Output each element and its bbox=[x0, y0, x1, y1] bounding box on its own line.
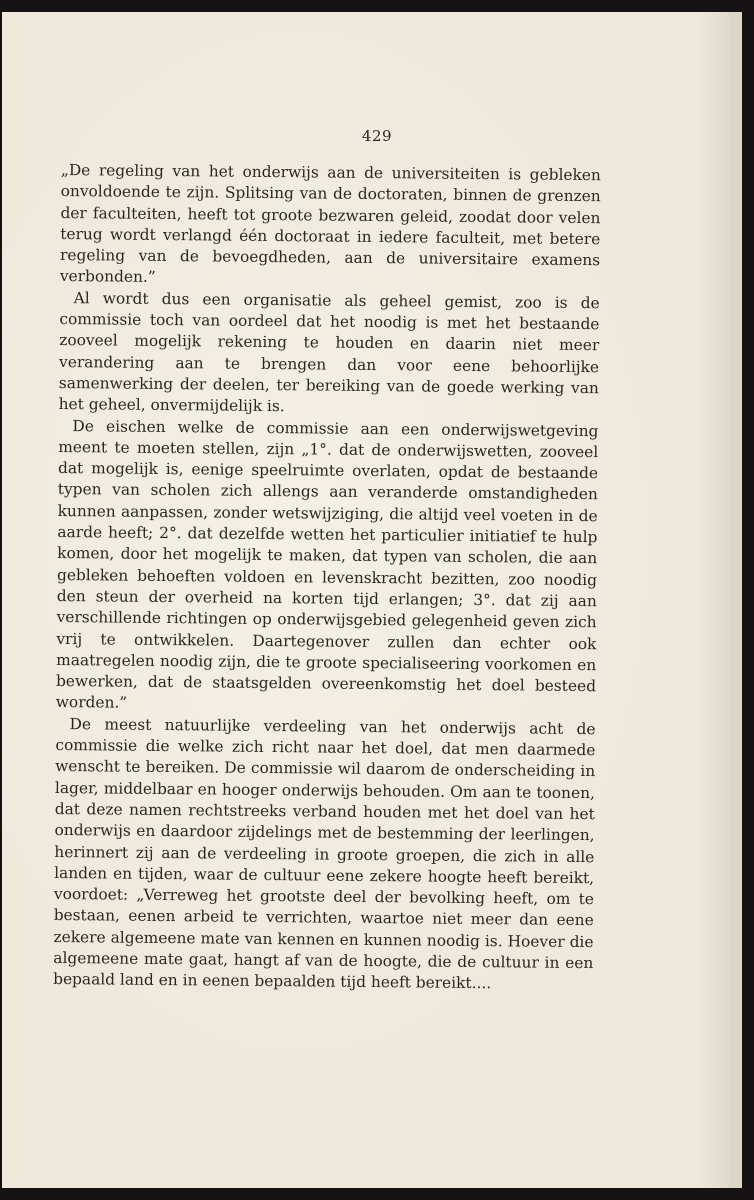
paragraph-organisation: Al wordt dus een organisatie als geheel gemist, zoo is de commissie toch van oordeel dat het noodig is met het bestaande zooveel mogelijk rekening te houden en daarin niet meer verandering aan te brengen dan voor eene behoorlijke samenwerking der deelen, ter bereiking van de goede werking van het geheel, onvermijdelijk is. bbox=[58, 288, 600, 416]
page-number: 429 bbox=[361, 127, 393, 145]
paragraph-division: De meest natuurlijke verdeeling van het onderwijs acht de commissie die welke zich richt naar het doel, dat men daarmede wenscht te bereiken. De commissie wil daarom de onderscheiding in lager, middelbaar en hooger onderwijs behouden. Om aan te toonen, dat deze namen rechtstreeks verband houden met het doel van het onderwijs en daardoor zijdelings met de bestemming der leerlingen, herinnert zij aan de verdeeling in groote groepen, die zich in alle landen en tijden, waar de cultuur eene zekere hoogte heeft bereikt, voordoet: „Verreweg het grootste deel der bevolking heeft, om te bestaan, eenen arbeid te verrichten, waartoe niet meer dan eene zekere algemeene mate van kennen en kunnen noodig is. Hoever die algemeene mate gaat, hangt af van de hoogte, die de cultuur in een bepaald land en in eenen bepaalden tijd heeft bereikt.... bbox=[53, 714, 596, 993]
paragraph-requirements: De eischen welke de commissie aan een onderwijswetgeving meent te moeten stellen, zijn „1°. dat de onderwijswetten, zooveel dat mogelijk is, eenige speelruimte overlaten, opdat de bestaande typen van scholen zich allengs aan veranderde omstandigheden kunnen aanpassen, zonder wetswijziging, die altijd veel voeten in de aarde heeft; 2°. dat dezelfde wetten het particulier initiatief te hulp komen, door het mogelijk te maken, dat typen van scholen, die aan gebleken behoeften voldoen en levenskracht bezitten, zoo noodig den steun der overheid na korten tijd erlangen; 3°. dat zij aan verschillende richtingen op onderwijsgebied gelegenheid geven zich vrij te ontwikkelen. Daartegenover zullen dan echter ook maatregelen noodig zijn, die te groote specialiseering voorkomen en bewerken, dat de staatsgelden overeenkomstig het doel besteed worden.” bbox=[55, 416, 599, 713]
paragraph-quote-universities: „De regeling van het onderwijs aan de universiteiten is gebleken onvoldoende te zijn. Splitsing van de doctoraten, binnen de grenzen der faculteiten, heeft tot groote bezwaren geleid, zoodat door velen terug wordt verlangd één doctoraat in iedere faculteit, met betere regeling van de bevoegdheden, aan de universitaire examens verbonden.” bbox=[59, 160, 601, 287]
body-text bbox=[53, 160, 601, 996]
page-edge-stack bbox=[728, 12, 742, 1188]
